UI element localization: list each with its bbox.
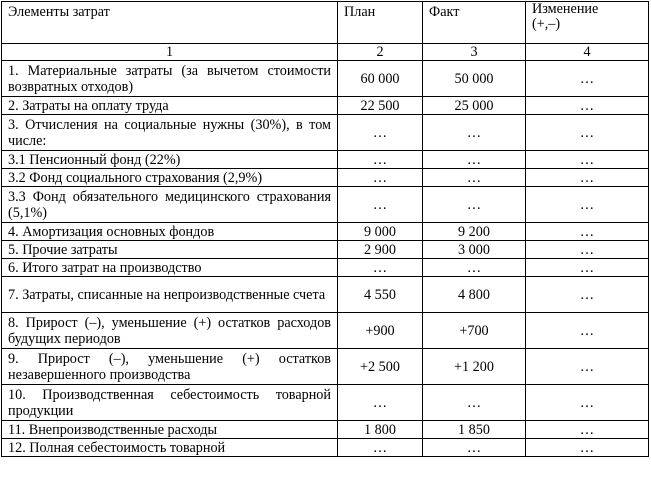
header-row: [2, 2, 649, 44]
cost-element-name: 3.1 Пенсионный фонд (22%): [2, 151, 338, 169]
plan-value: 22 500: [338, 97, 423, 115]
table-row: [2, 97, 649, 115]
fact-value: …: [423, 169, 526, 187]
fact-value: +1 200: [423, 349, 526, 385]
cost-element-name: 7. Затраты, списанные на непроизводственные счета: [2, 277, 338, 313]
change-value: …: [526, 61, 649, 97]
plan-value: …: [338, 169, 423, 187]
table-row: [2, 313, 649, 349]
change-value: …: [526, 421, 649, 439]
table-row: [2, 277, 649, 313]
table-row: [2, 151, 649, 169]
table-row: [2, 421, 649, 439]
table-row: [2, 115, 649, 151]
change-value: …: [526, 385, 649, 421]
plan-value: …: [338, 187, 423, 223]
cost-element-name: 4. Амортизация основных фондов: [2, 223, 338, 241]
change-value: …: [526, 115, 649, 151]
table-row: [2, 61, 649, 97]
column-number-1: 1: [2, 44, 338, 61]
plan-value: 9 000: [338, 223, 423, 241]
cost-element-name: 9. Прирост (–), уменьшение (+) остатков незавершенного производства: [2, 349, 338, 385]
change-value: …: [526, 97, 649, 115]
table-row: [2, 241, 649, 259]
header-change: [526, 2, 649, 44]
cost-element-name: 10. Производственная себестоимость товарной продукции: [2, 385, 338, 421]
fact-value: …: [423, 115, 526, 151]
cost-element-name: 11. Внепроизводственные расходы: [2, 421, 338, 439]
column-number-3: 3: [423, 44, 526, 61]
fact-value: 1 850: [423, 421, 526, 439]
column-number-row: [2, 44, 649, 61]
cost-element-name: 1. Материальные затраты (за вычетом стоимости возвратных отходов): [2, 61, 338, 97]
fact-value: …: [423, 151, 526, 169]
fact-value: 3 000: [423, 241, 526, 259]
fact-value: …: [423, 439, 526, 457]
fact-value: 4 800: [423, 277, 526, 313]
table-row: [2, 223, 649, 241]
table-row: [2, 259, 649, 277]
header-change-line2: (+,–): [532, 16, 561, 32]
fact-value: 25 000: [423, 97, 526, 115]
table-row: [2, 385, 649, 421]
cost-element-name: 2. Затраты на оплату труда: [2, 97, 338, 115]
header-change-line1: Изменение: [532, 1, 599, 17]
change-value: …: [526, 151, 649, 169]
cost-element-name: 3.2 Фонд социального страхования (2,9%): [2, 169, 338, 187]
change-value: …: [526, 223, 649, 241]
table-row: [2, 349, 649, 385]
table-row: [2, 439, 649, 457]
plan-value: 2 900: [338, 241, 423, 259]
table-row: [2, 169, 649, 187]
column-number-2: 2: [338, 44, 423, 61]
change-value: …: [526, 439, 649, 457]
plan-value: 4 550: [338, 277, 423, 313]
plan-value: …: [338, 385, 423, 421]
column-number-4: 4: [526, 44, 649, 61]
cost-element-name: 8. Прирост (–), уменьшение (+) остатков расходов будущих периодов: [2, 313, 338, 349]
plan-value: …: [338, 439, 423, 457]
fact-value: 50 000: [423, 61, 526, 97]
change-value: …: [526, 349, 649, 385]
cost-element-name: 6. Итого затрат на производство: [2, 259, 338, 277]
header-elements: Элементы затрат: [2, 2, 338, 44]
header-fact: Факт: [423, 2, 526, 44]
cost-element-name: 5. Прочие затраты: [2, 241, 338, 259]
cost-element-name: 12. Полная себестоимость товарной: [2, 439, 338, 457]
plan-value: …: [338, 259, 423, 277]
plan-value: +900: [338, 313, 423, 349]
table-row: [2, 187, 649, 223]
plan-value: +2 500: [338, 349, 423, 385]
plan-value: 1 800: [338, 421, 423, 439]
plan-value: …: [338, 151, 423, 169]
change-value: …: [526, 259, 649, 277]
plan-value: …: [338, 115, 423, 151]
fact-value: 9 200: [423, 223, 526, 241]
plan-value: 60 000: [338, 61, 423, 97]
fact-value: …: [423, 187, 526, 223]
cost-element-name: 3.3 Фонд обязательного медицинского страхования (5,1%): [2, 187, 338, 223]
cost-element-name: 3. Отчисления на социальные нужны (30%), в том числе:: [2, 115, 338, 151]
fact-value: +700: [423, 313, 526, 349]
change-value: …: [526, 241, 649, 259]
fact-value: …: [423, 385, 526, 421]
change-value: …: [526, 313, 649, 349]
change-value: …: [526, 277, 649, 313]
header-plan: План: [338, 2, 423, 44]
change-value: …: [526, 169, 649, 187]
cost-elements-table: [1, 1, 649, 457]
change-value: …: [526, 187, 649, 223]
fact-value: …: [423, 259, 526, 277]
